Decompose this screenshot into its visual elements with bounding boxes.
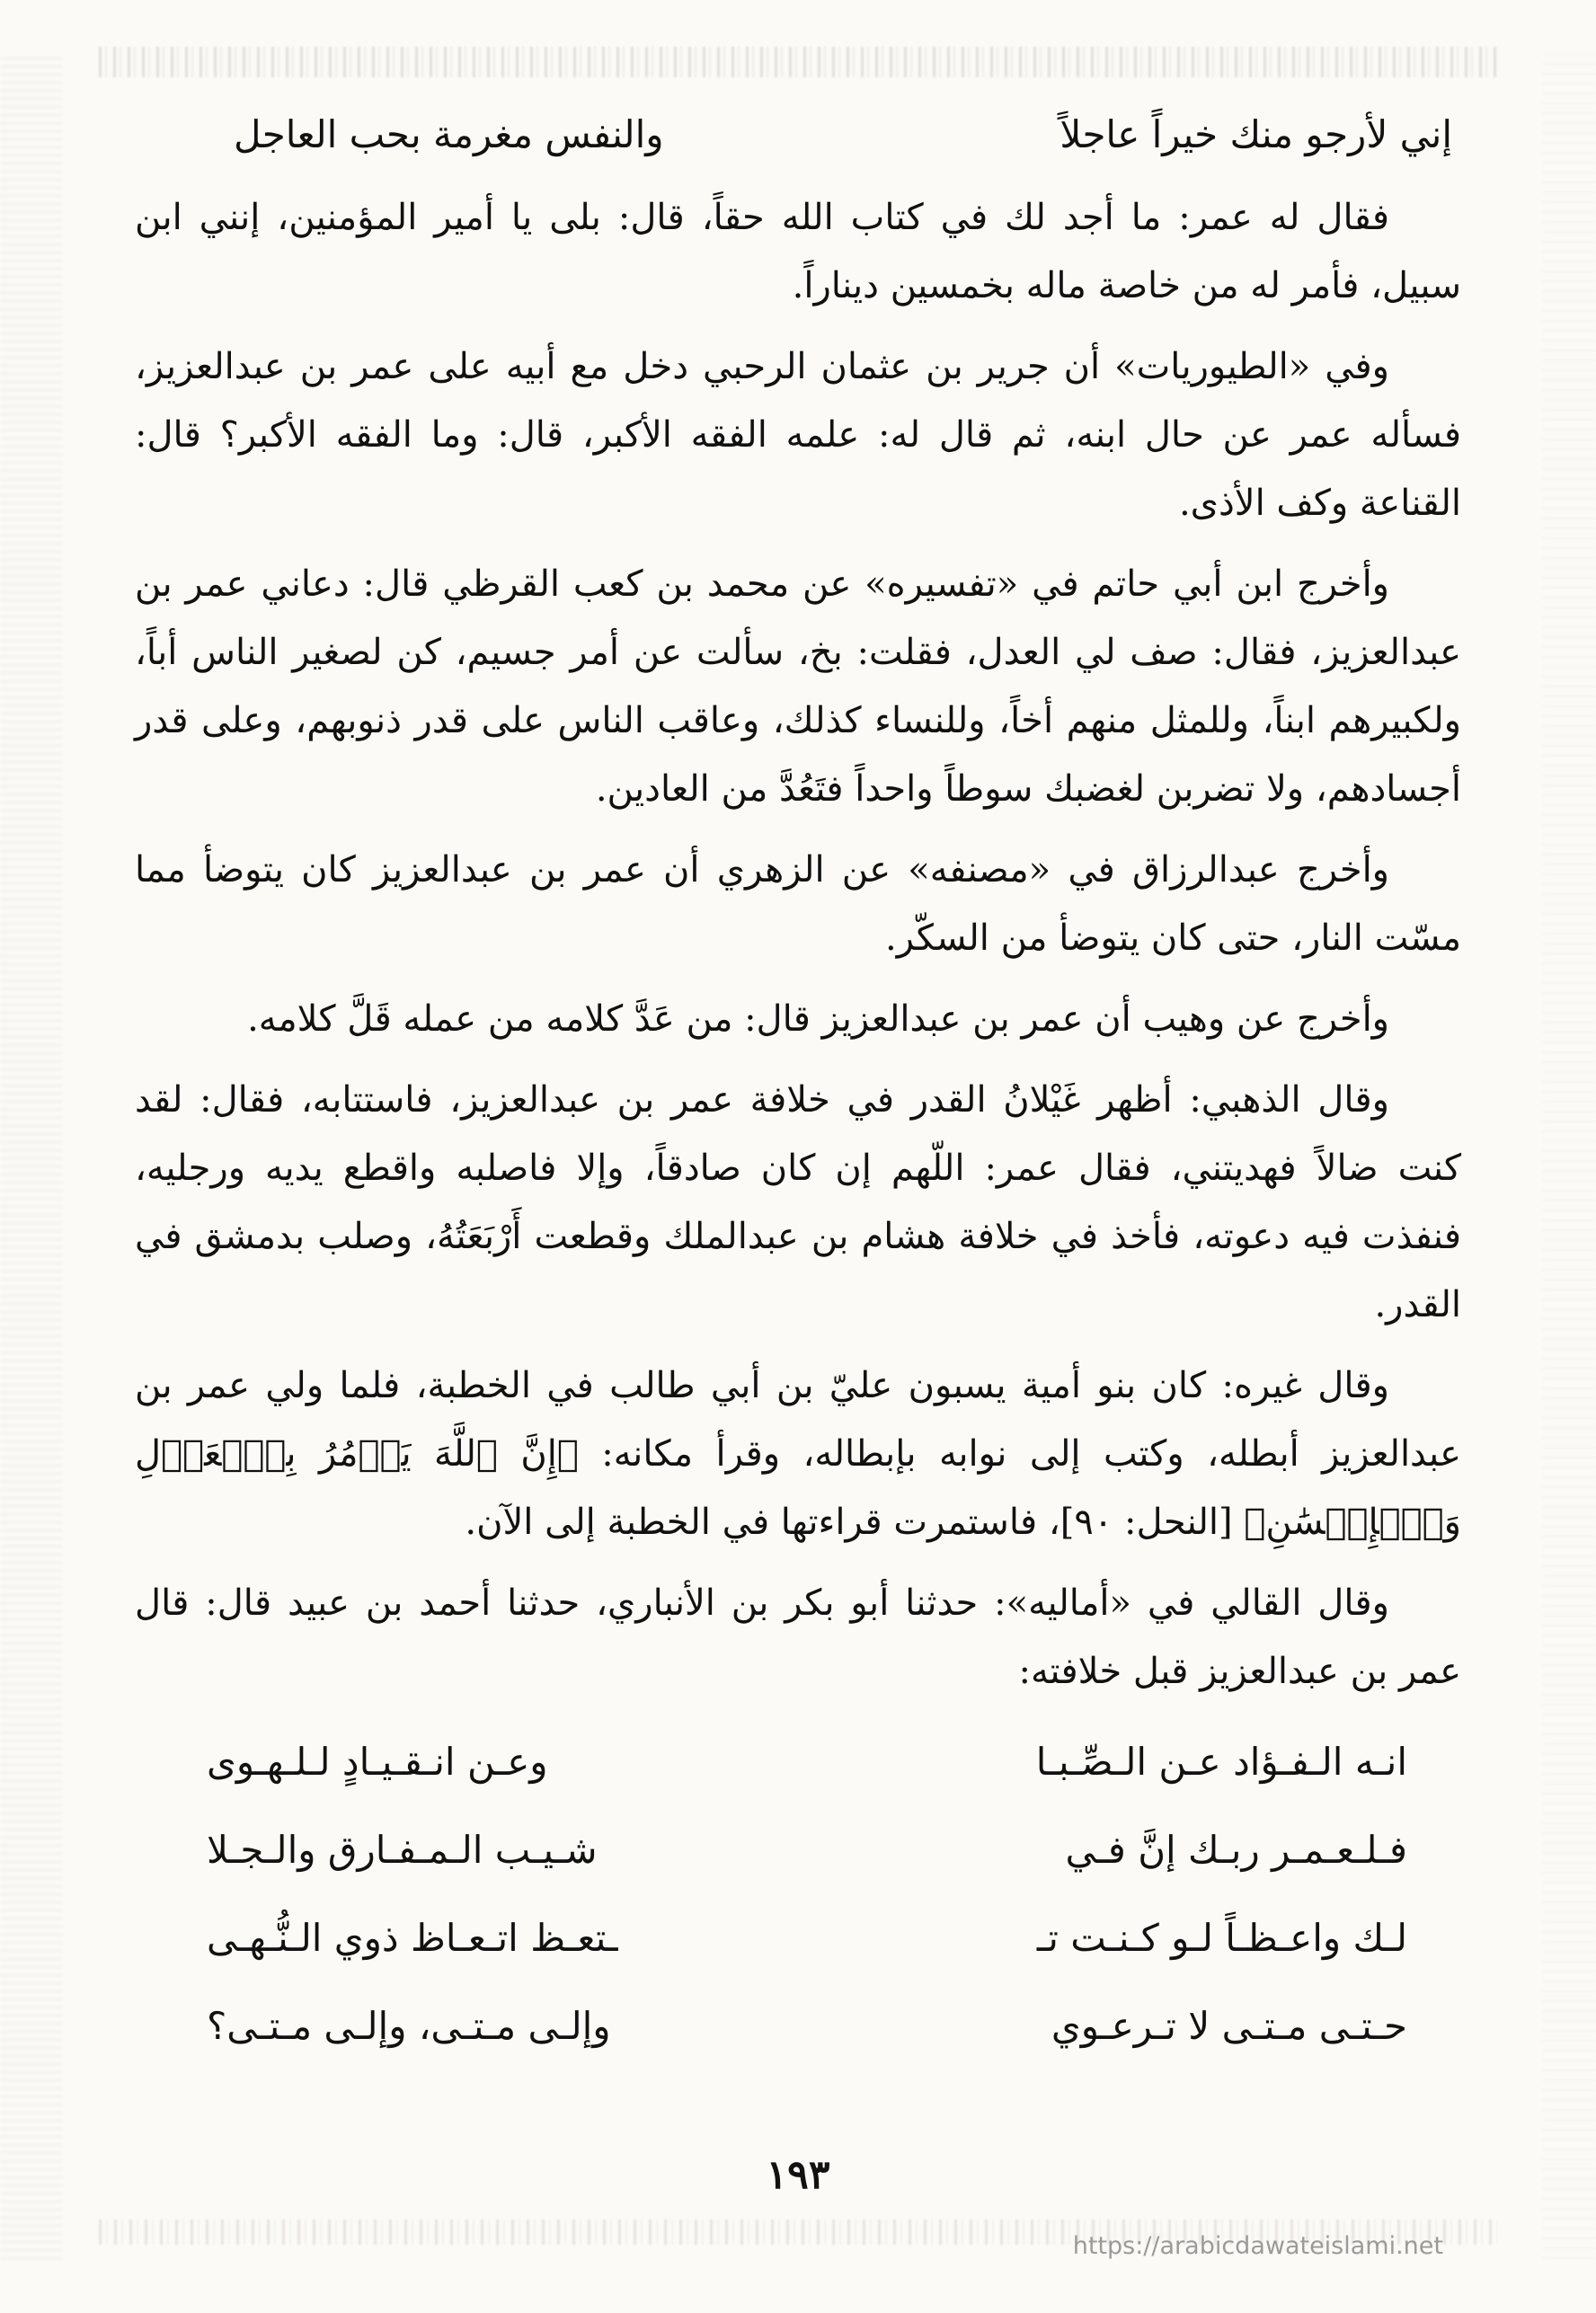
poem-verse bbox=[135, 1982, 1461, 2070]
poem-first-hemistich: انـه الـفـؤاد عـن الـصِّـبـا bbox=[1035, 1740, 1407, 1784]
page-body bbox=[135, 97, 1461, 2070]
opening-verse-second-hemistich: والنفس مغرمة بحب العاجل bbox=[234, 112, 664, 156]
paragraph: وقال غيره: كان بنو أمية يسبون عليّ بن أبي طالب في الخطبة، فلما ولي عمر بن عبدالعزيز أبطله، وكتب إلى نوابه بإبطاله، وقرأ مكانه: ﴿إِنَّ ٱللَّهَ يَأۡمُرُ بِٱلۡعَدۡلِ وَٱلۡإِحۡسَٰنِ﴾ [النحل: ٩٠]، فاستمرت قراءتها في الخطبة إلى الآن. bbox=[135, 1365, 1461, 1543]
poem-first-hemistich: فـلـعـمـر ربـك إنَّ فـي bbox=[1065, 1828, 1407, 1872]
poem-second-hemistich: ـتعـظ اتـعـاظ ذوي الـنُّـهـى bbox=[207, 1916, 618, 1960]
paragraph: وأخرج عبدالرزاق في «مصنفه» عن الزهري أن عمر بن عبدالعزيز كان يتوضأ مما مسّت النار، حتى كان يتوضأ من السكّر. bbox=[135, 849, 1461, 959]
poem-verse bbox=[135, 1718, 1461, 1806]
watermark-url: https://arabicdawateislami.net bbox=[1072, 2232, 1443, 2260]
paragraph: وأخرج عن وهيب أن عمر بن عبدالعزيز قال: من عَدَّ كلامه من عمله قَلَّ كلامه. bbox=[247, 998, 1389, 1040]
opening-verse bbox=[135, 97, 1461, 173]
poem-first-hemistich: لـك واعـظـاً لـو كـنـت تـ bbox=[1036, 1916, 1407, 1960]
opening-verse-first-hemistich: إني لأرجو منك خيراً عاجلاً bbox=[1060, 112, 1452, 156]
poem-second-hemistich: وإلـى مـتـى، وإلـى مـتـى؟ bbox=[207, 2004, 611, 2048]
paragraph: وقال القالي في «أماليه»: حدثنا أبو بكر بن الأنباري، حدثنا أحمد بن عبيد قال: قال عمر بن عبدالعزيز قبل خلافته: bbox=[135, 1582, 1461, 1692]
scan-noise-right bbox=[1542, 54, 1596, 2259]
scan-noise-top bbox=[99, 47, 1497, 77]
poem-second-hemistich: شـيـب الـمـفـارق والـجـلا bbox=[207, 1828, 598, 1872]
paragraph: فقال له عمر: ما أجد لك في كتاب الله حقاً، قال: بلى يا أمير المؤمنين، إنني ابن سبيل، فأمر له من خاصة ماله بخمسين ديناراً. bbox=[135, 197, 1461, 306]
poem-verse bbox=[135, 1894, 1461, 1982]
poem bbox=[135, 1718, 1461, 2070]
poem-second-hemistich: وعـن انـقـيـادٍ لـلـهـوى bbox=[207, 1740, 548, 1784]
scan-noise-left bbox=[0, 54, 63, 2259]
paragraph: وأخرج ابن أبي حاتم في «تفسيره» عن محمد بن كعب القرظي قال: دعاني عمر بن عبدالعزيز، فقال: صف لي العدل، فقلت: بخ، سألت عن أمر جسيم، كن لصغير الناس أباً، ولكبيرهم ابناً، وللمثل منهم أخاً، وللنساء كذلك، وعاقب الناس على قدر ذنوبهم، وعلى قدر أجسادهم، ولا تضربن لغضبك سوطاً واحداً فتَعُدَّ من العادين. bbox=[135, 563, 1461, 810]
poem-first-hemistich: حـتـى مـتـى لا تـرعـوي bbox=[1051, 2004, 1407, 2048]
poem-verse bbox=[135, 1806, 1461, 1894]
paragraph: وفي «الطيوريات» أن جرير بن عثمان الرحبي دخل مع أبيه على عمر بن عبدالعزيز، فسأله عمر عن حال ابنه، ثم قال له: علمه الفقه الأكبر، قال: وما الفقه الأكبر؟ قال: القناعة وكف الأذى. bbox=[135, 346, 1461, 524]
paragraph: وقال الذهبي: أظهر غَيْلانُ القدر في خلافة عمر بن عبدالعزيز، فاستتابه، فقال: لقد كنت ضالاً فهديتني، فقال عمر: اللّهم إن كان صادقاً، وإلا فاصلبه واقطع يديه ورجليه، فنفذت فيه دعوته، فأخذ في خلافة هشام بن عبدالملك وقطعت أَرْبَعَتُهُ، وصلب بدمشق في القدر. bbox=[135, 1079, 1461, 1325]
page-number: ١٩٣ bbox=[766, 2152, 830, 2198]
